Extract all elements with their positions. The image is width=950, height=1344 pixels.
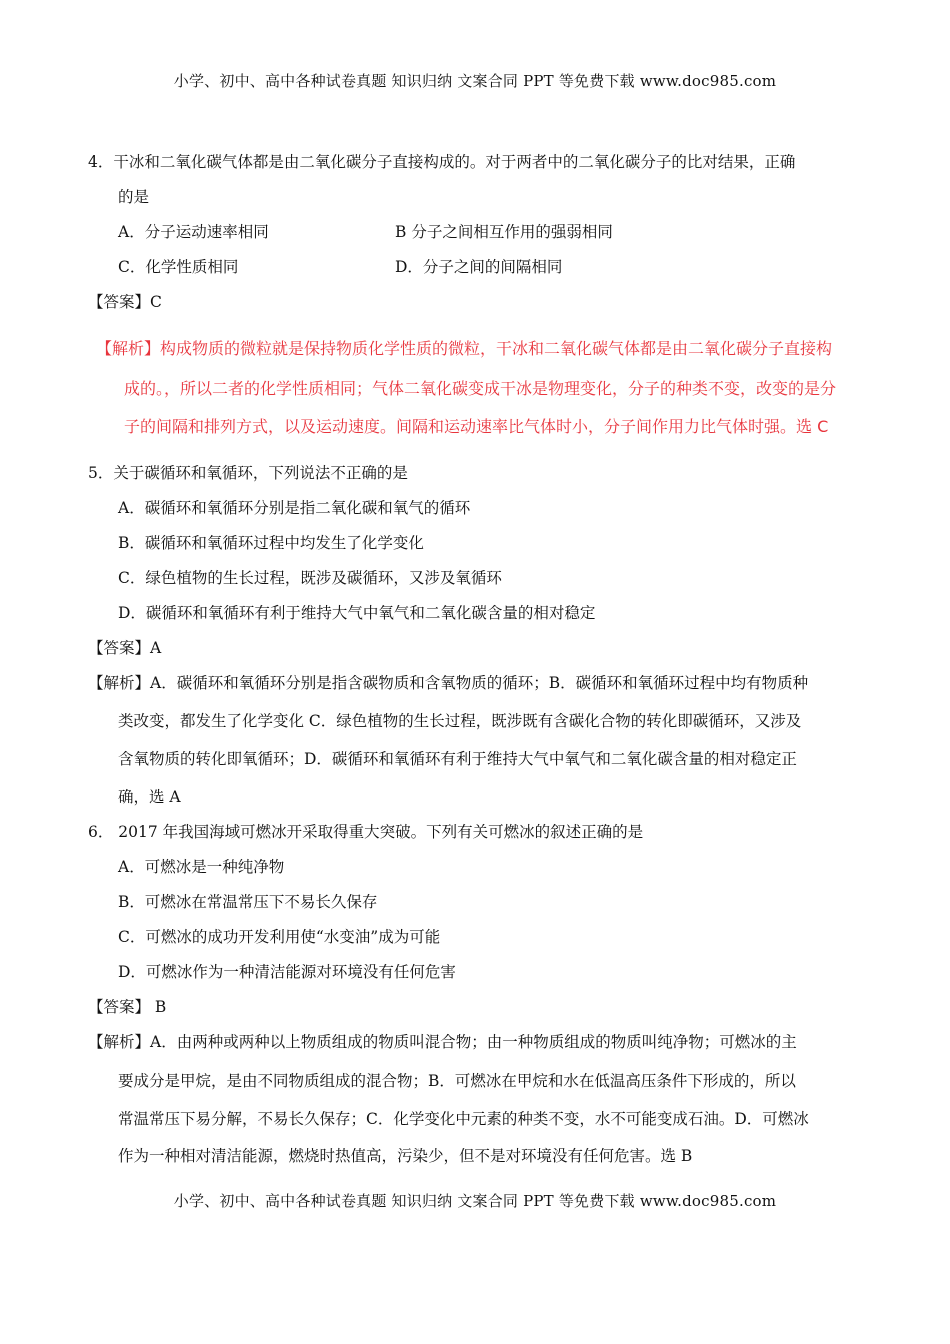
q4-option-a: A．分子运动速率相同 — [118, 223, 269, 241]
q5-option-b: B．碳循环和氧循环过程中均发生了化学变化 — [118, 534, 424, 552]
q4-explanation-line1: 【解析】构成物质的微粒就是保持物质化学性质的微粒，干冰和二氧化碳气体都是由二氧化碳分子直接构 — [96, 339, 833, 358]
page-header: 小学、初中、高中各种试卷真题 知识归纳 文案合同 PPT 等免费下载 www.doc985.com — [173, 72, 777, 90]
q6-explanation-line4: 作为一种相对清洁能源，燃烧时热值高，污染少，但不是对环境没有任何危害。选 B — [118, 1147, 693, 1165]
q5-explanation-line4: 确，选 A — [118, 788, 181, 806]
q4-explanation-line2: 成的。，所以二者的化学性质相同；气体二氧化碳变成干冰是物理变化，分子的种类不变，改变的是分 — [124, 379, 837, 398]
q4-stem-line1: 4．干冰和二氧化碳气体都是由二氧化碳分子直接构成的。对于两者中的二氧化碳分子的比对结果，正确 — [88, 153, 796, 171]
q5-option-d: D．碳循环和氧循环有利于维持大气中氧气和二氧化碳含量的相对稳定 — [118, 604, 596, 622]
q6-answer: 【答案】 B — [88, 998, 167, 1016]
q5-option-c: C．绿色植物的生长过程，既涉及碳循环，又涉及氧循环 — [118, 569, 502, 587]
q4-option-b: B 分子之间相互作用的强弱相同 — [395, 223, 613, 241]
q5-explanation-line2: 类改变，都发生了化学变化 C．绿色植物的生长过程，既涉既有含碳化合物的转化即碳循环，又涉及 — [118, 712, 802, 730]
q6-option-a: A．可燃冰是一种纯净物 — [118, 858, 285, 876]
page-footer: 小学、初中、高中各种试卷真题 知识归纳 文案合同 PPT 等免费下载 www.doc985.com — [173, 1192, 777, 1210]
q6-option-c: C．可燃冰的成功开发利用使“水变油”成为可能 — [118, 928, 441, 946]
q6-explanation-line3: 常温常压下易分解，不易长久保存；C．化学变化中元素的种类不变，水不可能变成石油。D．可燃冰 — [118, 1110, 809, 1128]
q6-explanation-line2: 要成分是甲烷，是由不同物质组成的混合物；B．可燃冰在甲烷和水在低温高压条件下形成的，所以 — [118, 1072, 796, 1090]
q4-option-c: C．化学性质相同 — [118, 258, 239, 276]
q5-stem: 5．关于碳循环和氧循环，下列说法不正确的是 — [88, 464, 408, 482]
q5-option-a: A．碳循环和氧循环分别是指二氧化碳和氧气的循环 — [118, 499, 471, 517]
q6-stem: 6． 2017 年我国海域可燃冰开采取得重大突破。下列有关可燃冰的叙述正确的是 — [88, 823, 644, 841]
q5-explanation-line3: 含氧物质的转化即氧循环；D．碳循环和氧循环有利于维持大气中氧气和二氧化碳含量的相对稳定正 — [118, 750, 797, 768]
q4-explanation-line3: 子的间隔和排列方式，以及运动速度。间隔和运动速率比气体时小，分子间作用力比气体时强。选 C — [124, 417, 829, 436]
q6-explanation-line1: 【解析】A．由两种或两种以上物质组成的物质叫混合物；由一种物质组成的物质叫纯净物；可燃冰的主 — [88, 1033, 797, 1051]
q5-explanation-line1: 【解析】A．碳循环和氧循环分别是指含碳物质和含氧物质的循环；B．碳循环和氧循环过程中均有物质种 — [88, 674, 809, 692]
q5-answer: 【答案】A — [88, 639, 162, 657]
q4-answer: 【答案】C — [88, 293, 162, 311]
q6-option-d: D．可燃冰作为一种清洁能源对环境没有任何危害 — [118, 963, 456, 981]
q6-option-b: B．可燃冰在常温常压下不易长久保存 — [118, 893, 378, 911]
q4-stem-line2: 的是 — [118, 188, 150, 206]
q4-option-d: D．分子之间的间隔相同 — [395, 258, 563, 276]
